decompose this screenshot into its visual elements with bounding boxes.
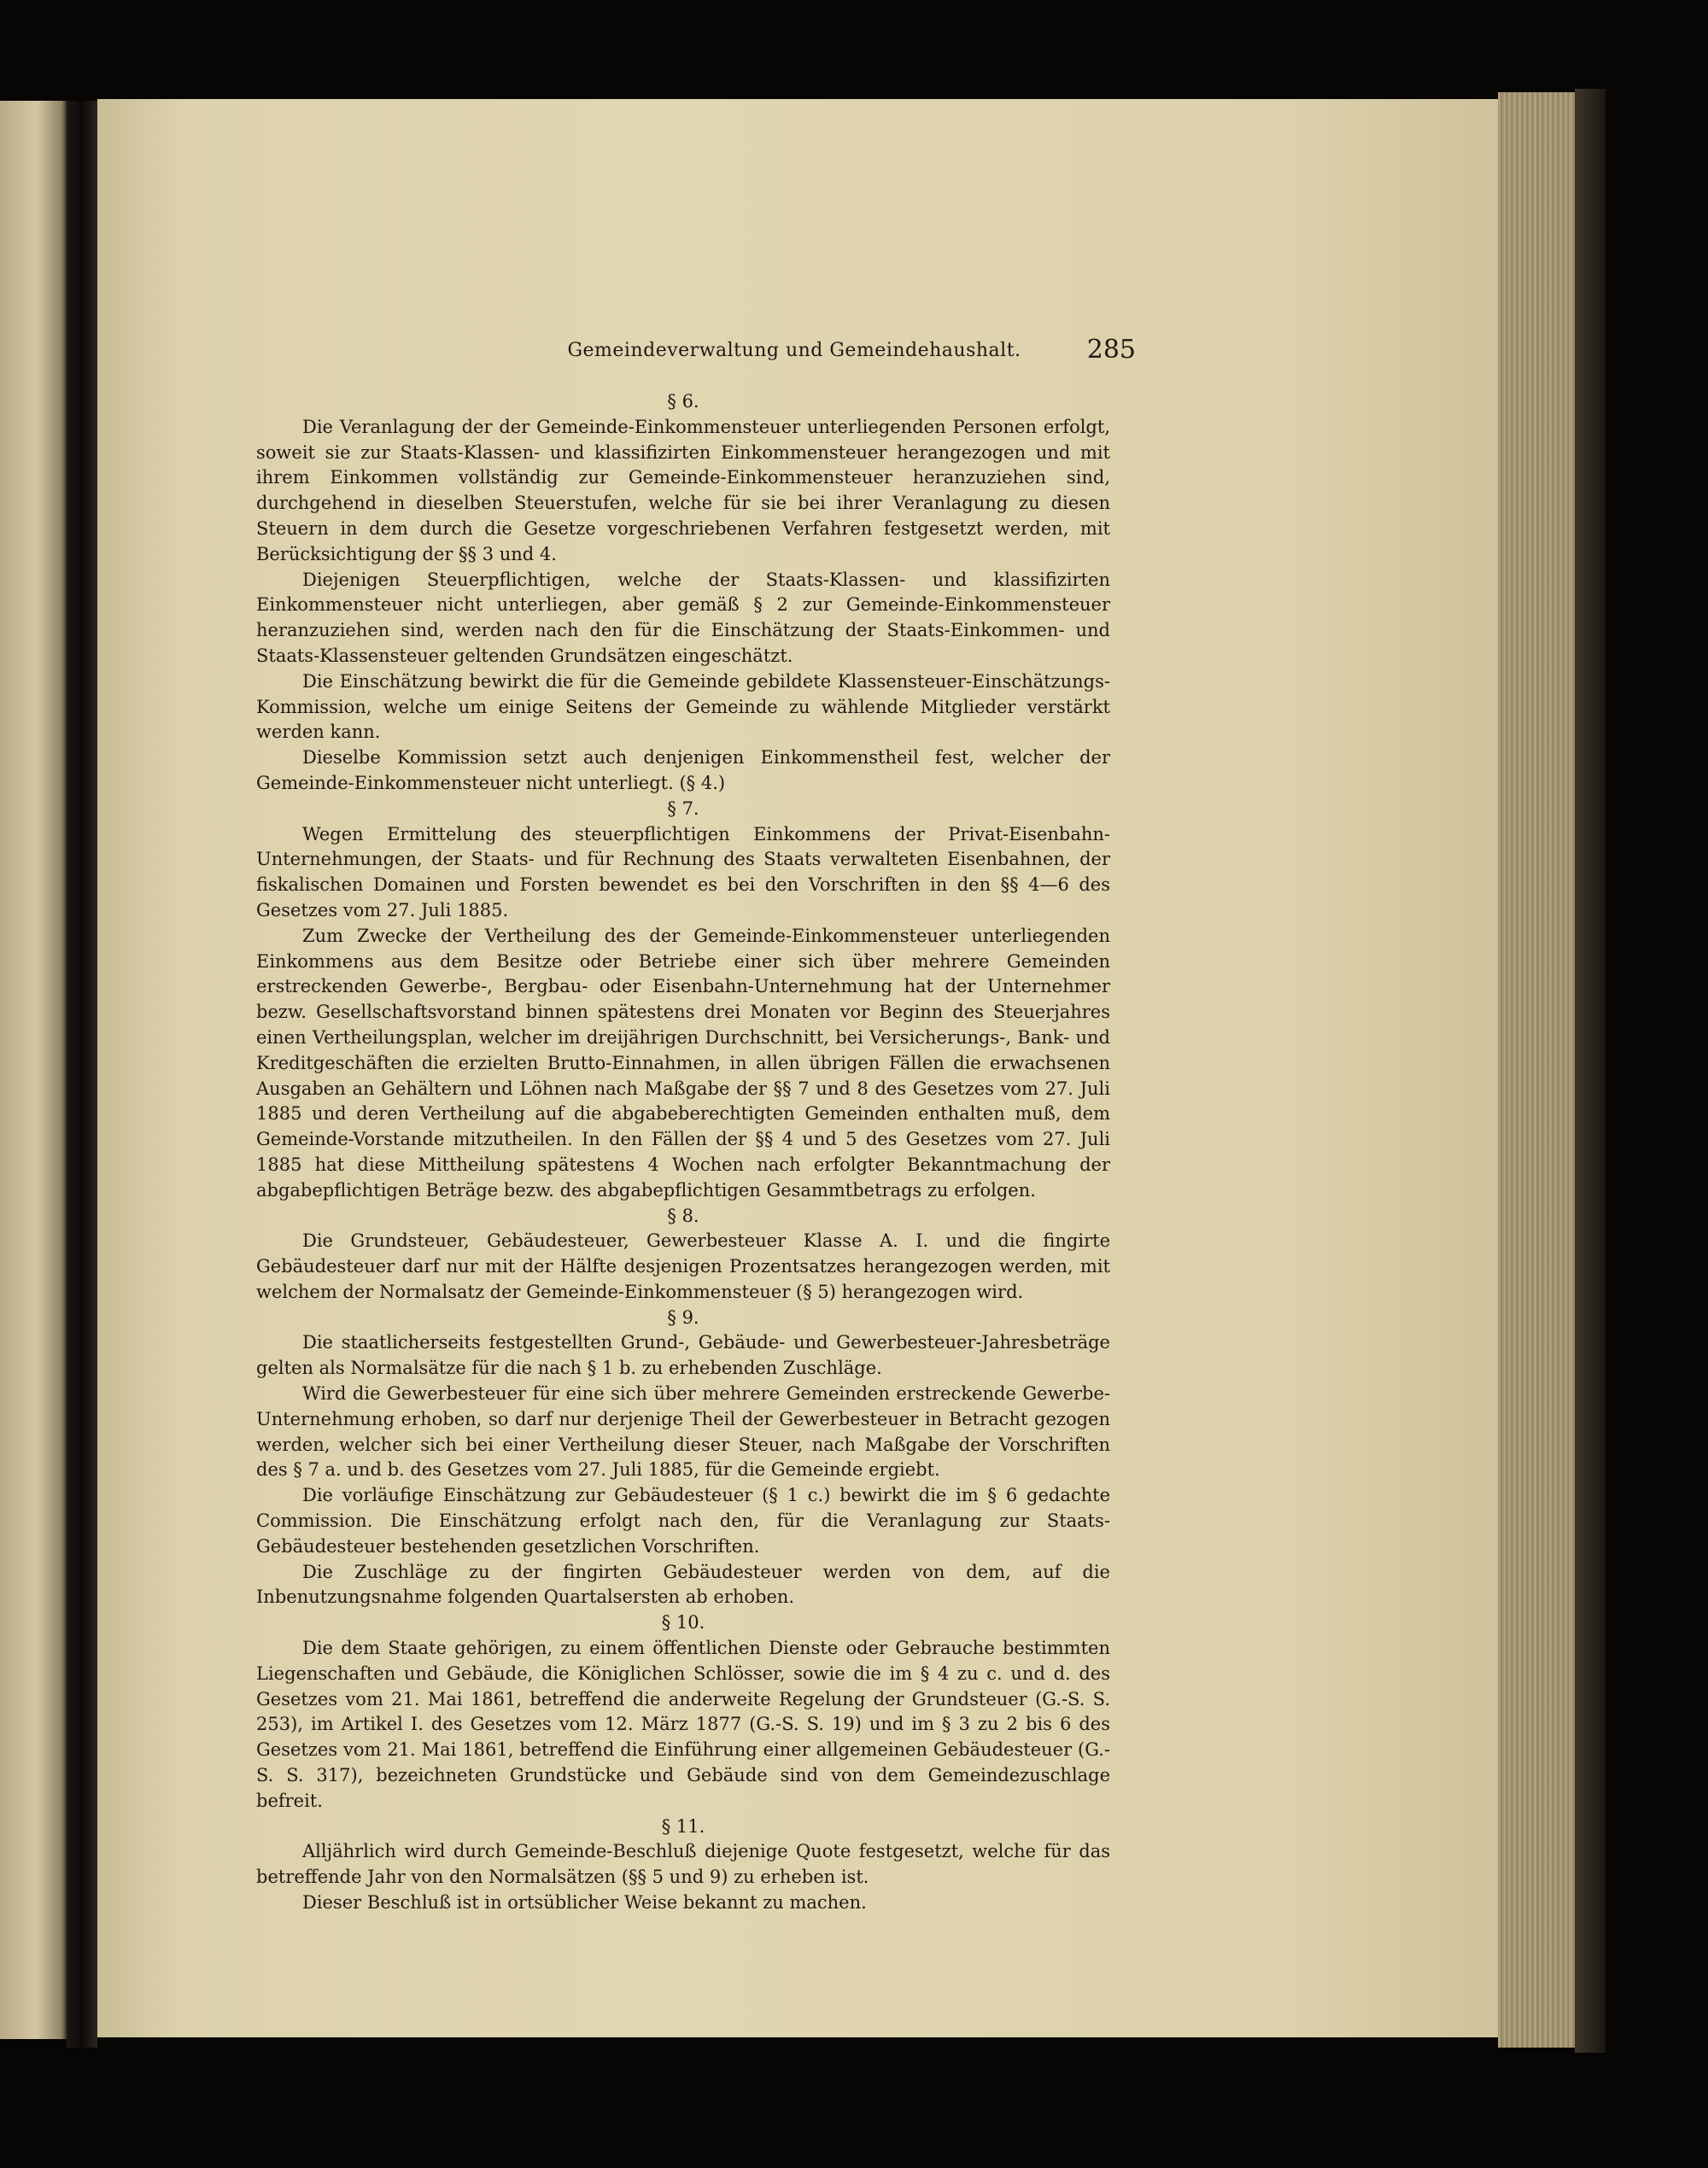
cover-edge — [1575, 89, 1606, 2053]
section-title: § 10. — [661, 1612, 705, 1633]
paragraph: Die Einschätzung bewirkt die für die Gemeinde gebildete Klassensteuer-Einschätzungs-Kommission, welche um einige Seitens der Gemeinde zu wählende Mitglieder verstärkt werden kann. — [256, 670, 1110, 743]
paragraph: Die staatlicherseits festgestellten Grund-, Gebäude- und Gewerbesteuer-Jahresbeträge gelten als Normalsätze für die nach § 1 b. zu erhebenden Zuschläge. — [256, 1332, 1110, 1379]
paragraph: Dieselbe Kommission setzt auch denjenigen Einkommenstheil fest, welcher der Gemeinde-Einkommensteuer nicht unterliegt. (§ 4.) — [256, 747, 1110, 793]
paragraph: Die vorläufige Einschätzung zur Gebäudesteuer (§ 1 c.) bewirkt die im § 6 gedachte Commission. Die Einschätzung erfolgt nach den, für die Veranlagung zur Staats-Gebäudesteuer bestehenden gesetzlichen Vorschriften. — [256, 1485, 1110, 1557]
paragraph: Alljährlich wird durch Gemeinde-Beschluß diejenige Quote festgesetzt, welche für das betreffende Jahr von den Normalsätzen (§§ 5 und 9) zu erheben ist. — [256, 1841, 1110, 1888]
facing-page-edge — [0, 101, 67, 2039]
section-title: § 8. — [667, 1205, 699, 1226]
section-title: § 6. — [667, 391, 699, 412]
paragraph: Die Zuschläge zu der fingirten Gebäudesteuer werden von dem, auf die Inbenutzungsnahme folgenden Quartalsersten ab erhoben. — [256, 1561, 1110, 1608]
paragraph: Diejenigen Steuerpflichtigen, welche der Staats-Klassen- und klassifizirten Einkommensteuer nicht unterliegen, aber gemäß § 2 zur Gemeinde-Einkommensteuer heranzuziehen sind, werden nach den für die Einschätzung der Staats-Einkommen- und Staats-Klassensteuer geltenden Grundsätzen eingeschätzt. — [256, 569, 1110, 666]
paragraph: Wird die Gewerbesteuer für eine sich über mehrere Gemeinden erstreckende Gewerbe-Unternehmung erhoben, so darf nur derjenige Theil der Gewerbesteuer in Betracht gezogen werden, welcher sich bei einer Vertheilung dieser Steuer, nach Maßgabe der Vorschriften des § 7 a. und b. des Gesetzes vom 27. Juli 1885, für die Gemeinde ergiebt. — [256, 1383, 1110, 1481]
paragraph: Die dem Staate gehörigen, zu einem öffentlichen Dienste oder Gebrauche bestimmten Liegenschaften und Gebäude, die Königlichen Schlösser, sowie die im § 4 zu c. und d. des Gesetzes vom 21. Mai 1861, betreffend die anderweite Regelung der Grundsteuer (G.-S. S. 253), im Artikel I. des Gesetzes vom 12. März 1877 (G.-S. S. 19) und im § 3 zu 2 bis 6 des Gesetzes vom 21. Mai 1861, betreffend die Einführung einer allgemeinen Gebäudesteuer (G.-S. S. 317), bezeichneten Grundstücke und Gebäude sind von dem Gemeindezuschlage befreit. — [256, 1638, 1110, 1811]
paragraph: Die Veranlagung der der Gemeinde-Einkommensteuer unterliegenden Personen erfolgt, soweit sie zur Staats-Klassen- und klassifizirten Einkommensteuer herangezogen und mit ihrem Einkommen vollständig zur Gemeinde-Einkommensteuer heranzuziehen sind, durchgehend in dieselben Steuerstufen, welche für sie bei ihrer Veranlagung zu diesen Steuern in dem durch die Gesetze vorgeschriebenen Verfahren festgesetzt werden, mit Berücksichtigung der §§ 3 und 4. — [256, 416, 1110, 564]
running-title: Gemeindeverwaltung und Gemeindehaushalt. — [567, 340, 1021, 361]
paragraph: Dieser Beschluß ist in ortsüblicher Weise bekannt zu machen. — [302, 1892, 867, 1914]
section-title: § 11. — [661, 1815, 705, 1837]
body-text — [256, 389, 1110, 1916]
book-gutter — [67, 101, 97, 2048]
paragraph: Wegen Ermittelung des steuerpflichtigen Einkommens der Privat-Eisenbahn-Unternehmungen, der Staats- und für Rechnung des Staats verwalteten Eisenbahnen, der fiskalischen Domainen und Forsten bewendet es bei den Vorschriften in den §§ 4—6 des Gesetzes vom 27. Juli 1885. — [256, 823, 1110, 920]
paragraph: Die Grundsteuer, Gebäudesteuer, Gewerbesteuer Klasse A. I. und die fingirte Gebäudesteuer darf nur mit der Hälfte desjenigen Prozentsatzes herangezogen werden, mit welchem der Normalsatz der Gemeinde-Einkommensteuer (§ 5) herangezogen wird. — [256, 1230, 1110, 1302]
section-title: § 9. — [667, 1306, 699, 1328]
paragraph: Zum Zwecke der Vertheilung des der Gemeinde-Einkommensteuer unterliegenden Einkommens aus dem Besitze oder Betriebe einer sich über mehrere Gemeinden erstreckenden Gewerbe-, Bergbau- oder Eisenbahn-Unternehmung hat der Unternehmer bezw. Gesellschaftsvorstand binnen spätestens drei Monaten vor Beginn des Steuerjahres einen Vertheilungsplan, welcher im dreijährigen Durchschnitt, bei Versicherungs-, Bank- und Kreditgeschäften die erzielten Brutto-Einnahmen, in allen übrigen Fällen die erwachsenen Ausgaben an Gehältern und Löhnen nach Maßgabe der §§ 7 und 8 des Gesetzes vom 27. Juli 1885 und deren Vertheilung auf die abgabeberechtigten Gemeinden enthalten muß, dem Gemeinde-Vorstande mitzutheilen. In den Fällen der §§ 4 und 5 des Gesetzes vom 27. Juli 1885 hat diese Mittheilung spätestens 4 Wochen nach erfolgter Bekanntmachung der abgabepflichtigen Beträge bezw. des abgabepflichtigen Gesammtbetrags zu erfolgen. — [256, 925, 1110, 1201]
page-block-edge — [1498, 92, 1575, 2048]
page-number: 285 — [1086, 335, 1136, 365]
section-title: § 7. — [667, 798, 699, 819]
